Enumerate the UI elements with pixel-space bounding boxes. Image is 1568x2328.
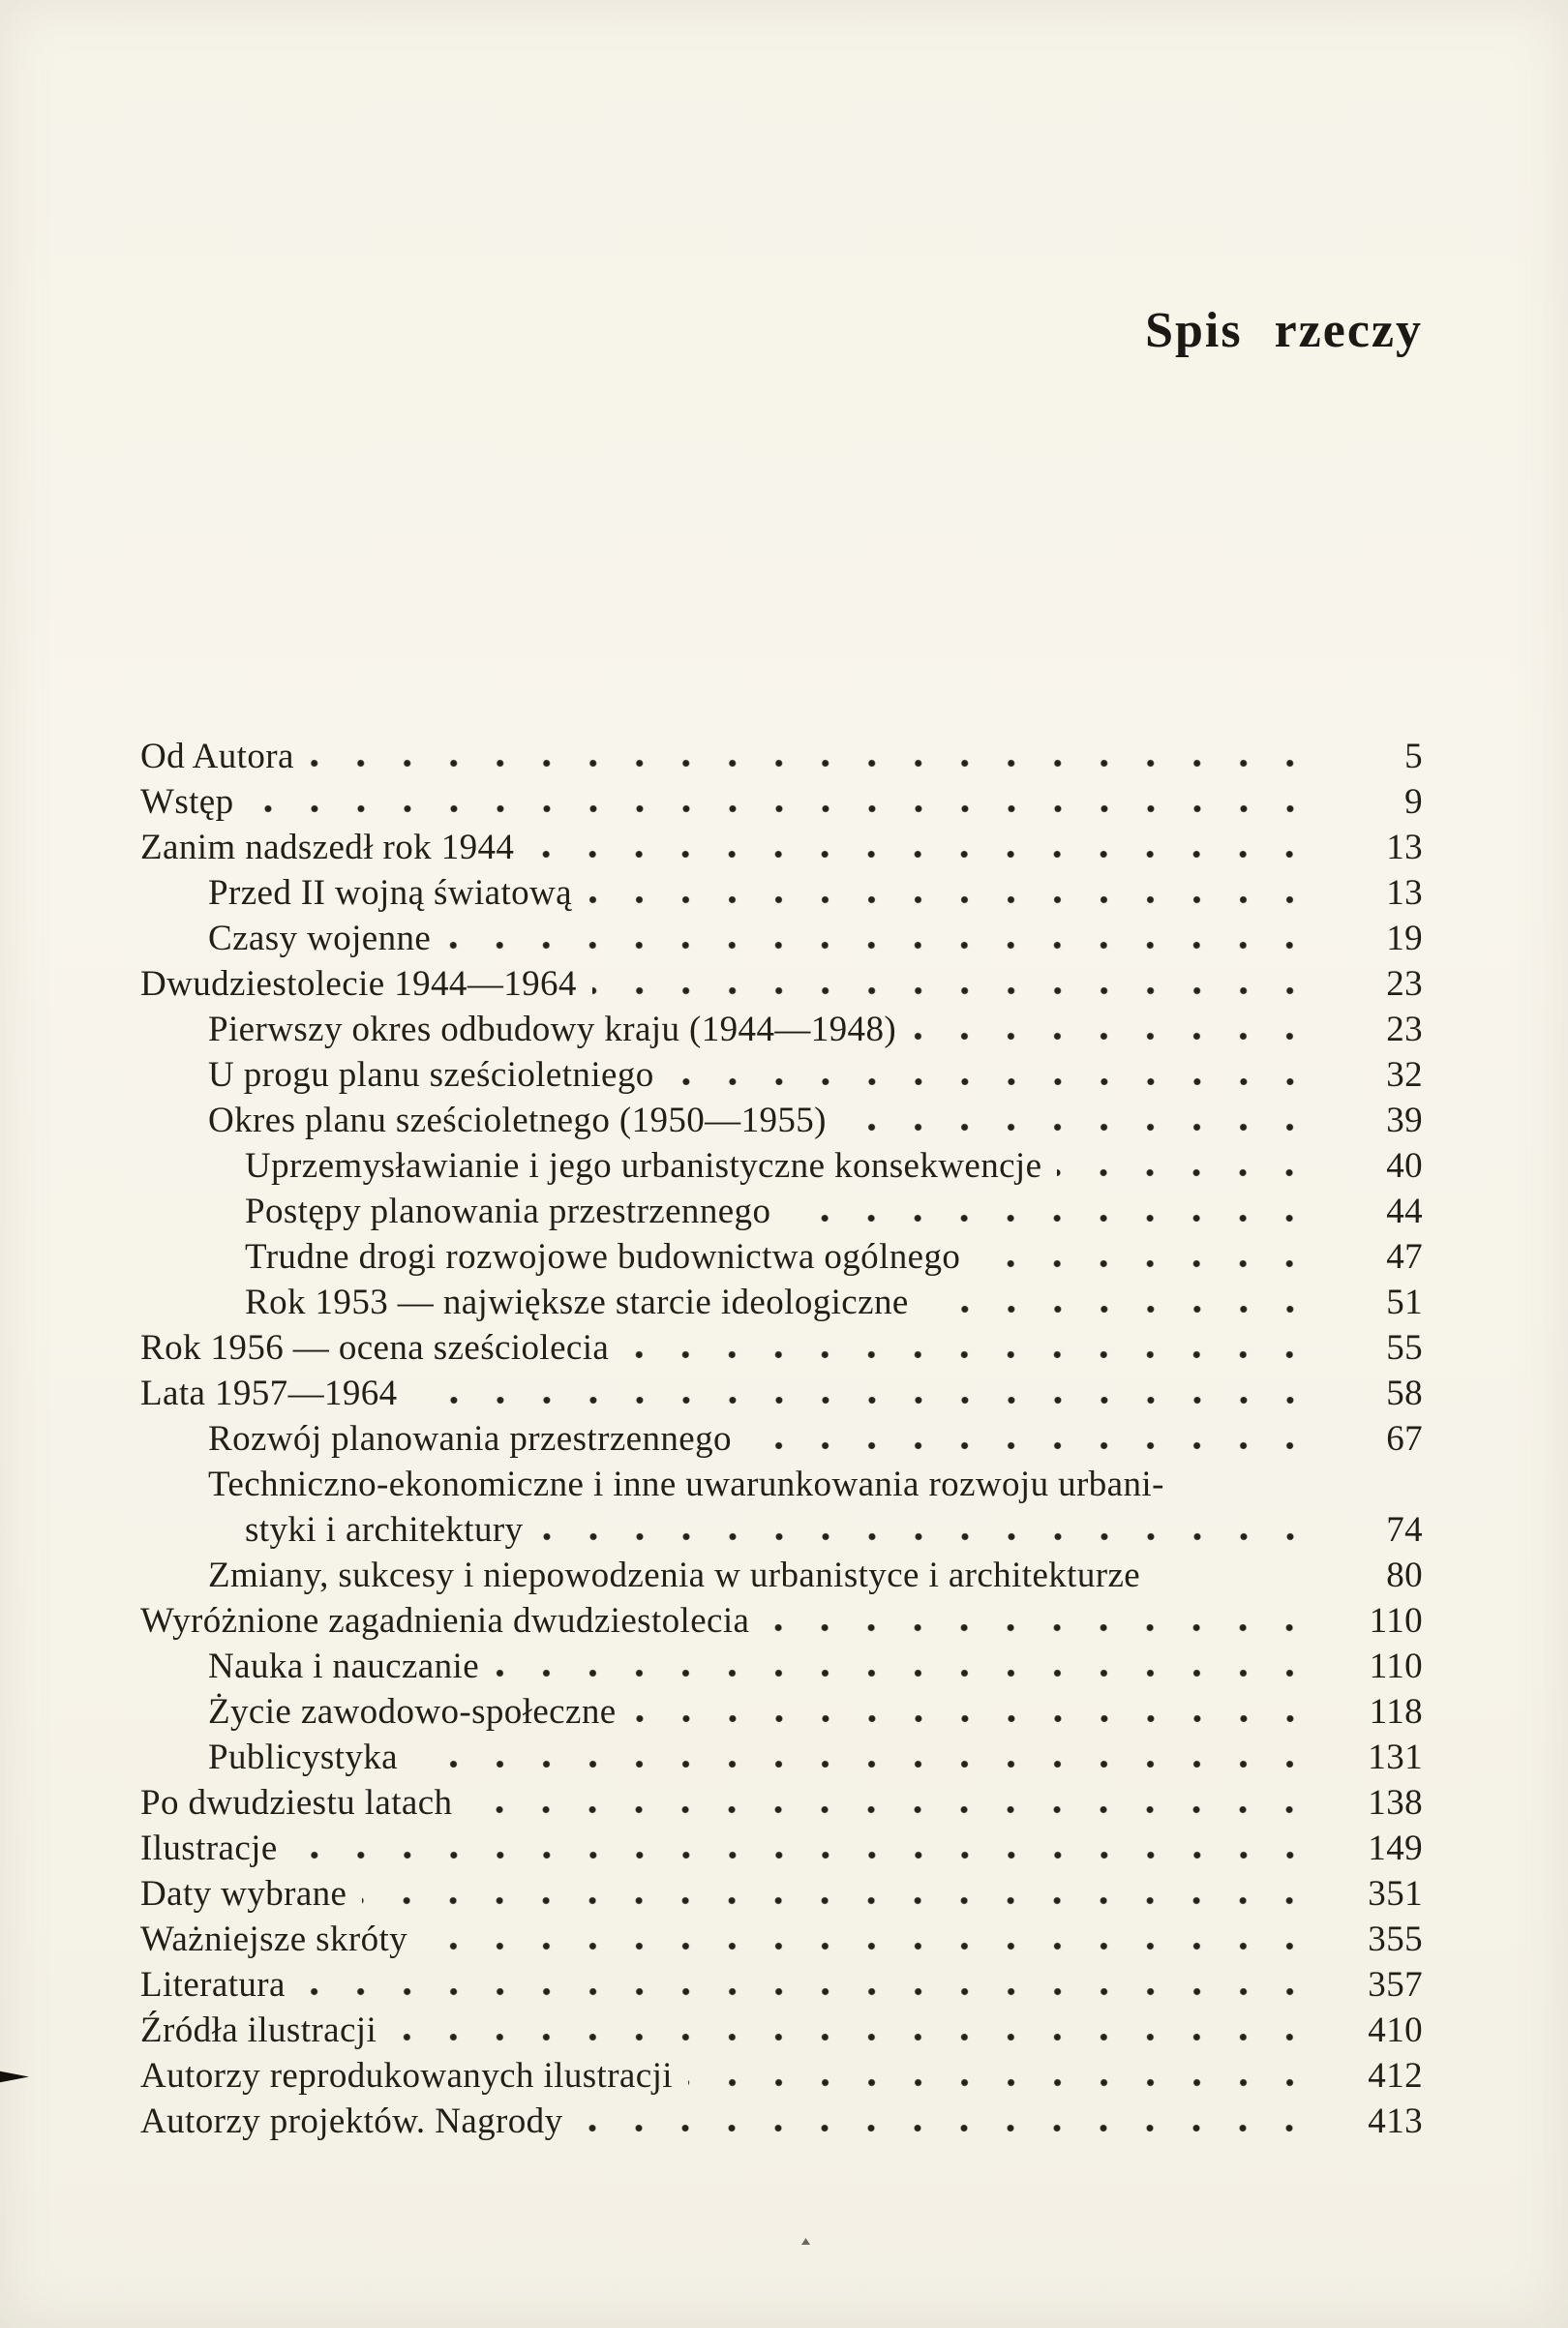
toc-leader-dots — [588, 895, 1332, 904]
toc-row — [140, 825, 1423, 870]
toc-page-number: 74 — [1386, 1510, 1423, 1550]
toc-leader-dots — [301, 1987, 1332, 1996]
toc-entry-label: Po dwudziestu latach — [140, 1783, 453, 1823]
toc-leader-dots — [786, 1214, 1332, 1223]
toc-page-number: 9 — [1404, 782, 1423, 822]
toc-page-number: 32 — [1386, 1055, 1423, 1095]
toc-row — [140, 1098, 1423, 1143]
toc-entry-label: Pierwszy okres odbudowy kraju (1944—1948) — [208, 1010, 897, 1049]
toc-entry-label: Życie zawodowo-społeczne — [208, 1692, 617, 1732]
toc-page-number: 110 — [1369, 1601, 1423, 1641]
toc-leader-dots — [592, 986, 1332, 995]
toc-leader-dots — [467, 1805, 1332, 1814]
toc-list — [140, 734, 1423, 2144]
toc-row — [140, 916, 1423, 961]
toc-row — [140, 1371, 1423, 1416]
toc-row — [140, 1189, 1423, 1234]
toc-entry-label: Daty wybrane — [140, 1874, 347, 1914]
toc-entry-label: Lata 1957—1964 — [140, 1374, 398, 1413]
toc-page-number: 39 — [1386, 1101, 1423, 1140]
toc-page-number: 13 — [1386, 873, 1423, 913]
toc-leader-dots — [392, 2033, 1332, 2041]
toc-row — [140, 2053, 1423, 2099]
toc-leader-dots — [976, 1259, 1332, 1268]
toc-entry-label: Rok 1956 — ocena sześciolecia — [140, 1328, 610, 1368]
toc-page-number: 58 — [1386, 1374, 1423, 1413]
toc-entry-label: styki i architektury — [245, 1510, 524, 1550]
toc-entry-label: Autorzy projektów. Nagrody — [140, 2101, 563, 2141]
toc-entry-label: Trudne drogi rozwojowe budownictwa ogólnego — [245, 1237, 961, 1277]
toc-leader-dots — [413, 1396, 1332, 1405]
toc-entry-label: Rozwój planowania przestrzennego — [208, 1419, 732, 1459]
toc-leader-dots — [529, 850, 1332, 859]
toc-page-number: 23 — [1386, 964, 1423, 1004]
toc-entry-label: Ilustracje — [140, 1829, 278, 1868]
toc-row — [140, 1325, 1423, 1371]
toc-row — [140, 1962, 1423, 2008]
toc-row — [140, 1234, 1423, 1280]
toc-row — [140, 1598, 1423, 1644]
toc-row — [140, 1826, 1423, 1871]
toc-leader-dots — [539, 1532, 1333, 1541]
toc-page-number: 410 — [1368, 2011, 1423, 2050]
toc-leader-dots — [632, 1714, 1332, 1723]
toc-leader-dots — [310, 759, 1332, 768]
toc-leader-dots — [924, 1305, 1332, 1314]
toc-row — [140, 870, 1423, 916]
toc-row — [140, 2099, 1423, 2144]
toc-leader-dots — [362, 1896, 1332, 1905]
toc-entry-label: Nauka i nauczanie — [208, 1647, 480, 1686]
margin-arrow-mark — [0, 2070, 29, 2084]
toc-entry-label: U progu planu sześcioletniego — [208, 1055, 654, 1095]
toc-entry-label: Zmiany, sukcesy i niepowodzenia w urbanistyce i architekturze — [208, 1556, 1141, 1595]
toc-page-number: 118 — [1369, 1692, 1423, 1732]
toc-entry-label: Autorzy reprodukowanych ilustracji — [140, 2056, 673, 2096]
toc-page-number: 67 — [1386, 1419, 1423, 1459]
toc-row — [140, 734, 1423, 779]
toc-entry-label: Rok 1953 — największe starcie ideologiczne — [245, 1283, 909, 1322]
toc-leader-dots — [293, 1851, 1332, 1859]
toc-row — [140, 779, 1423, 825]
toc-row — [140, 1462, 1423, 1507]
toc-leader-dots — [1156, 1578, 1332, 1587]
toc-entry-label: Od Autora — [140, 737, 294, 776]
toc-entry-label: Postępy planowania przestrzennego — [245, 1192, 771, 1231]
toc-page-number: 138 — [1368, 1783, 1423, 1823]
toc-entry-label: Ważniejsze skróty — [140, 1920, 408, 1959]
toc-row — [140, 1780, 1423, 1826]
toc-leader-dots — [1057, 1168, 1332, 1177]
toc-leader-dots — [446, 941, 1332, 950]
toc-page-number: 19 — [1386, 919, 1423, 958]
toc-row — [140, 1735, 1423, 1780]
toc-entry-label: Dwudziestolecie 1944—1964 — [140, 964, 577, 1004]
toc-row — [140, 2008, 1423, 2053]
toc-page-number: 55 — [1386, 1328, 1423, 1368]
toc-leader-dots — [624, 1350, 1332, 1359]
toc-row — [140, 961, 1423, 1007]
toc-row — [140, 1689, 1423, 1735]
toc-page-number: 44 — [1386, 1192, 1423, 1231]
toc-entry-label: Literatura — [140, 1965, 286, 2005]
toc-entry-label: Uprzemysławianie i jego urbanistyczne konsekwencje — [245, 1146, 1042, 1186]
toc-leader-dots — [413, 1760, 1332, 1769]
toc-leader-dots — [495, 1669, 1332, 1678]
toc-page-number: 355 — [1368, 1920, 1423, 1959]
page-title: Spis rzeczy — [1145, 303, 1423, 358]
toc-leader-dots — [842, 1123, 1332, 1132]
toc-page-number: 351 — [1368, 1874, 1423, 1914]
toc-page-number: 5 — [1404, 737, 1423, 776]
toc-row — [140, 1644, 1423, 1689]
scan-speck — [801, 2238, 810, 2245]
toc-row — [140, 1871, 1423, 1917]
toc-leader-dots — [423, 1942, 1332, 1950]
toc-leader-dots — [578, 2124, 1332, 2132]
toc-page-number: 47 — [1386, 1237, 1423, 1277]
toc-leader-dots — [747, 1441, 1332, 1450]
toc-entry-label: Techniczno-ekonomiczne i inne uwarunkowania rozwoju urbani- — [208, 1465, 1164, 1504]
toc-page-number: 23 — [1386, 1010, 1423, 1049]
toc-leader-dots — [765, 1623, 1332, 1632]
toc-page-number: 131 — [1368, 1738, 1423, 1777]
toc-page-number: 149 — [1368, 1829, 1423, 1868]
toc-entry-label: Wyróżnione zagadnienia dwudziestolecia — [140, 1601, 750, 1641]
toc-page-number: 412 — [1368, 2056, 1423, 2096]
toc-row — [140, 1280, 1423, 1325]
toc-entry-label: Wstęp — [140, 782, 234, 822]
toc-page-number: 51 — [1386, 1283, 1423, 1322]
toc-row — [140, 1416, 1423, 1462]
toc-row — [140, 1007, 1423, 1052]
toc-row — [140, 1507, 1423, 1553]
toc-leader-dots — [688, 2078, 1332, 2087]
toc-row — [140, 1052, 1423, 1098]
toc-entry-label: Zanim nadszedł rok 1944 — [140, 828, 515, 867]
toc-entry-label: Publicystyka — [208, 1738, 398, 1777]
toc-page-number: 413 — [1368, 2101, 1423, 2141]
toc-page-number: 40 — [1386, 1146, 1423, 1186]
toc-row — [140, 1143, 1423, 1189]
toc-leader-dots — [670, 1077, 1332, 1086]
toc-leader-dots — [250, 804, 1332, 813]
toc-entry-label: Źródła ilustracji — [140, 2011, 377, 2050]
toc-entry-label: Przed II wojną światową — [208, 873, 573, 913]
toc-leader-dots — [912, 1032, 1332, 1041]
toc-entry-label: Czasy wojenne — [208, 919, 432, 958]
toc-leader-dots — [1180, 1487, 1332, 1496]
toc-row — [140, 1553, 1423, 1598]
toc-page-number: 80 — [1386, 1556, 1423, 1595]
toc-page-number: 110 — [1369, 1647, 1423, 1686]
toc-row — [140, 1917, 1423, 1962]
toc-page-number: 357 — [1368, 1965, 1423, 2005]
toc-page-number: 13 — [1386, 828, 1423, 867]
toc-entry-label: Okres planu sześcioletnego (1950—1955) — [208, 1101, 827, 1140]
